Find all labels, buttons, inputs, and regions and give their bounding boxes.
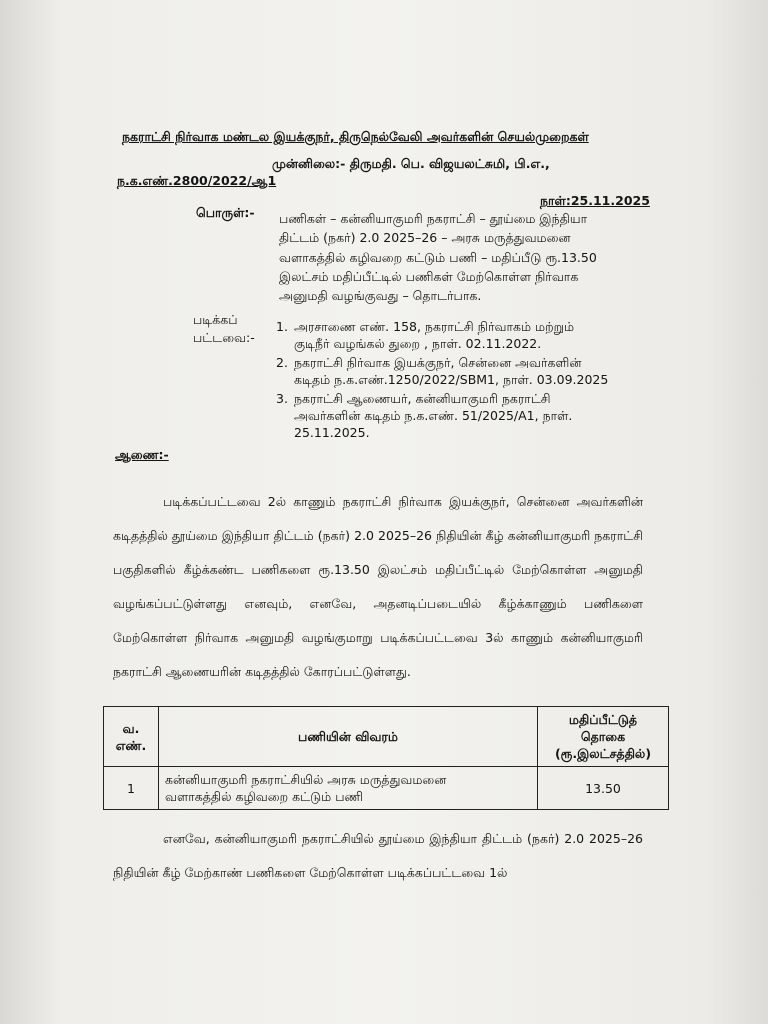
reference-item: 2. நகராட்சி நிர்வாக இயக்குநர், சென்னை அவர்களின் [276,355,582,370]
table-cell-sno: 1 [104,767,159,810]
reference-item-cont: அவர்களின் கடிதம் ந.க.எண். 51/2025/A1, நாள். [294,408,573,423]
references-label: படிக்கப் [193,312,238,327]
table-header-amount: மதிப்பீட்டுத் தொகை (ரூ.இலட்சத்தில்) [538,707,669,767]
works-table [103,706,669,810]
reference-item: 1. அரசாணை எண். 158, நகராட்சி நிர்வாகம் மற்றும் [276,319,575,334]
subject-line: அனுமதி வழங்குவது – தொடர்பாக. [279,288,482,303]
closing-paragraph: எனவே, கன்னியாகுமரி நகராட்சியில் தூய்மை இந்தியா திட்டம் (நகர்) 2.0 2025–26 நிதியின் கீழ் மேற்காண் பணிகளை மேற்கொள்ள படிக்கப்பட்டவை 1ல் [113,831,643,880]
subject-line: வளாகத்தில் கழிவறை கட்டும் பணி – மதிப்பீடு ரூ.13.50 [279,250,597,265]
reference-list [276,318,636,441]
subject-line: இலட்சம் மதிப்பீட்டில் பணிகள் மேற்கொள்ள நிர்வாக [279,269,579,284]
file-number: ந.க.எண்.2800/2022/ஆ1 [117,173,277,188]
reference-item-cont: குடிநீர் வழங்கல் துறை , நாள். 02.11.2022. [294,336,542,351]
reference-item-cont: 25.11.2025. [294,425,370,440]
order-label: ஆணை:- [115,447,169,462]
document-date: நாள்:25.11.2025 [540,193,650,208]
subject-line: பணிகள் – கன்னியாகுமரி நகராட்சி – தூய்மை இந்தியா [279,211,588,226]
table-header-sno: வ. எண். [104,707,159,767]
table-header-desc: பணியின் விவரம் [159,707,538,767]
subject-label: பொருள்:- [196,205,255,220]
subject-line: திட்டம் (நகர்) 2.0 2025–26 – அரசு மருத்துவமனை [279,230,571,245]
references-label: பட்டவை:- [193,330,255,345]
table-cell-desc: கன்னியாகுமரி நகராட்சியில் அரசு மருத்துவமனை வளாகத்தில் கழிவறை கட்டும் பணி [159,767,538,810]
presence-line: முன்னிலை:- திருமதி. பெ. விஜயலட்சுமி, பி.எ., [272,156,550,171]
reference-item-cont: கடிதம் ந.க.எண்.1250/2022/SBM1, நாள். 03.09.2025 [294,372,609,387]
order-paragraph: படிக்கப்பட்டவை 2ல் காணும் நகராட்சி நிர்வாக இயக்குநர், சென்னை அவர்களின் கடிதத்தில் தூய்மை இந்தியா திட்டம் (நகர்) 2.0 2025–26 நிதியின் கீழ் கன்னியாகுமரி நகராட்சி பகுதிகளில் கீழ்க்கண்ட பணிகளை ரூ.13.50 இலட்சம் மதிப்பீட்டில் மேற்கொள்ள அனுமதி வழங்கப்பட்டுள்ளது எனவும், எனவே, அதனடிப்படையில் கீழ்க்காணும் பணிகளை மேற்கொள்ள நிர்வாக அனுமதி வழங்குமாறு படிக்கப்பட்டவை 3ல் காணும் கன்னியாகுமரி நகராட்சி ஆணையரின் கடிதத்தில் கோரப்பட்டுள்ளது. [113,494,643,679]
table-row [104,767,669,810]
table-header-row [104,707,669,767]
document-title: நகராட்சி நிர்வாக மண்டல இயக்குநர், திருநெல்வேலி அவர்களின் செயல்முறைகள் [122,129,589,144]
table-cell-amount: 13.50 [538,767,669,810]
reference-item: 3. நகராட்சி ஆணையர், கன்னியாகுமரி நகராட்சி [276,391,551,406]
